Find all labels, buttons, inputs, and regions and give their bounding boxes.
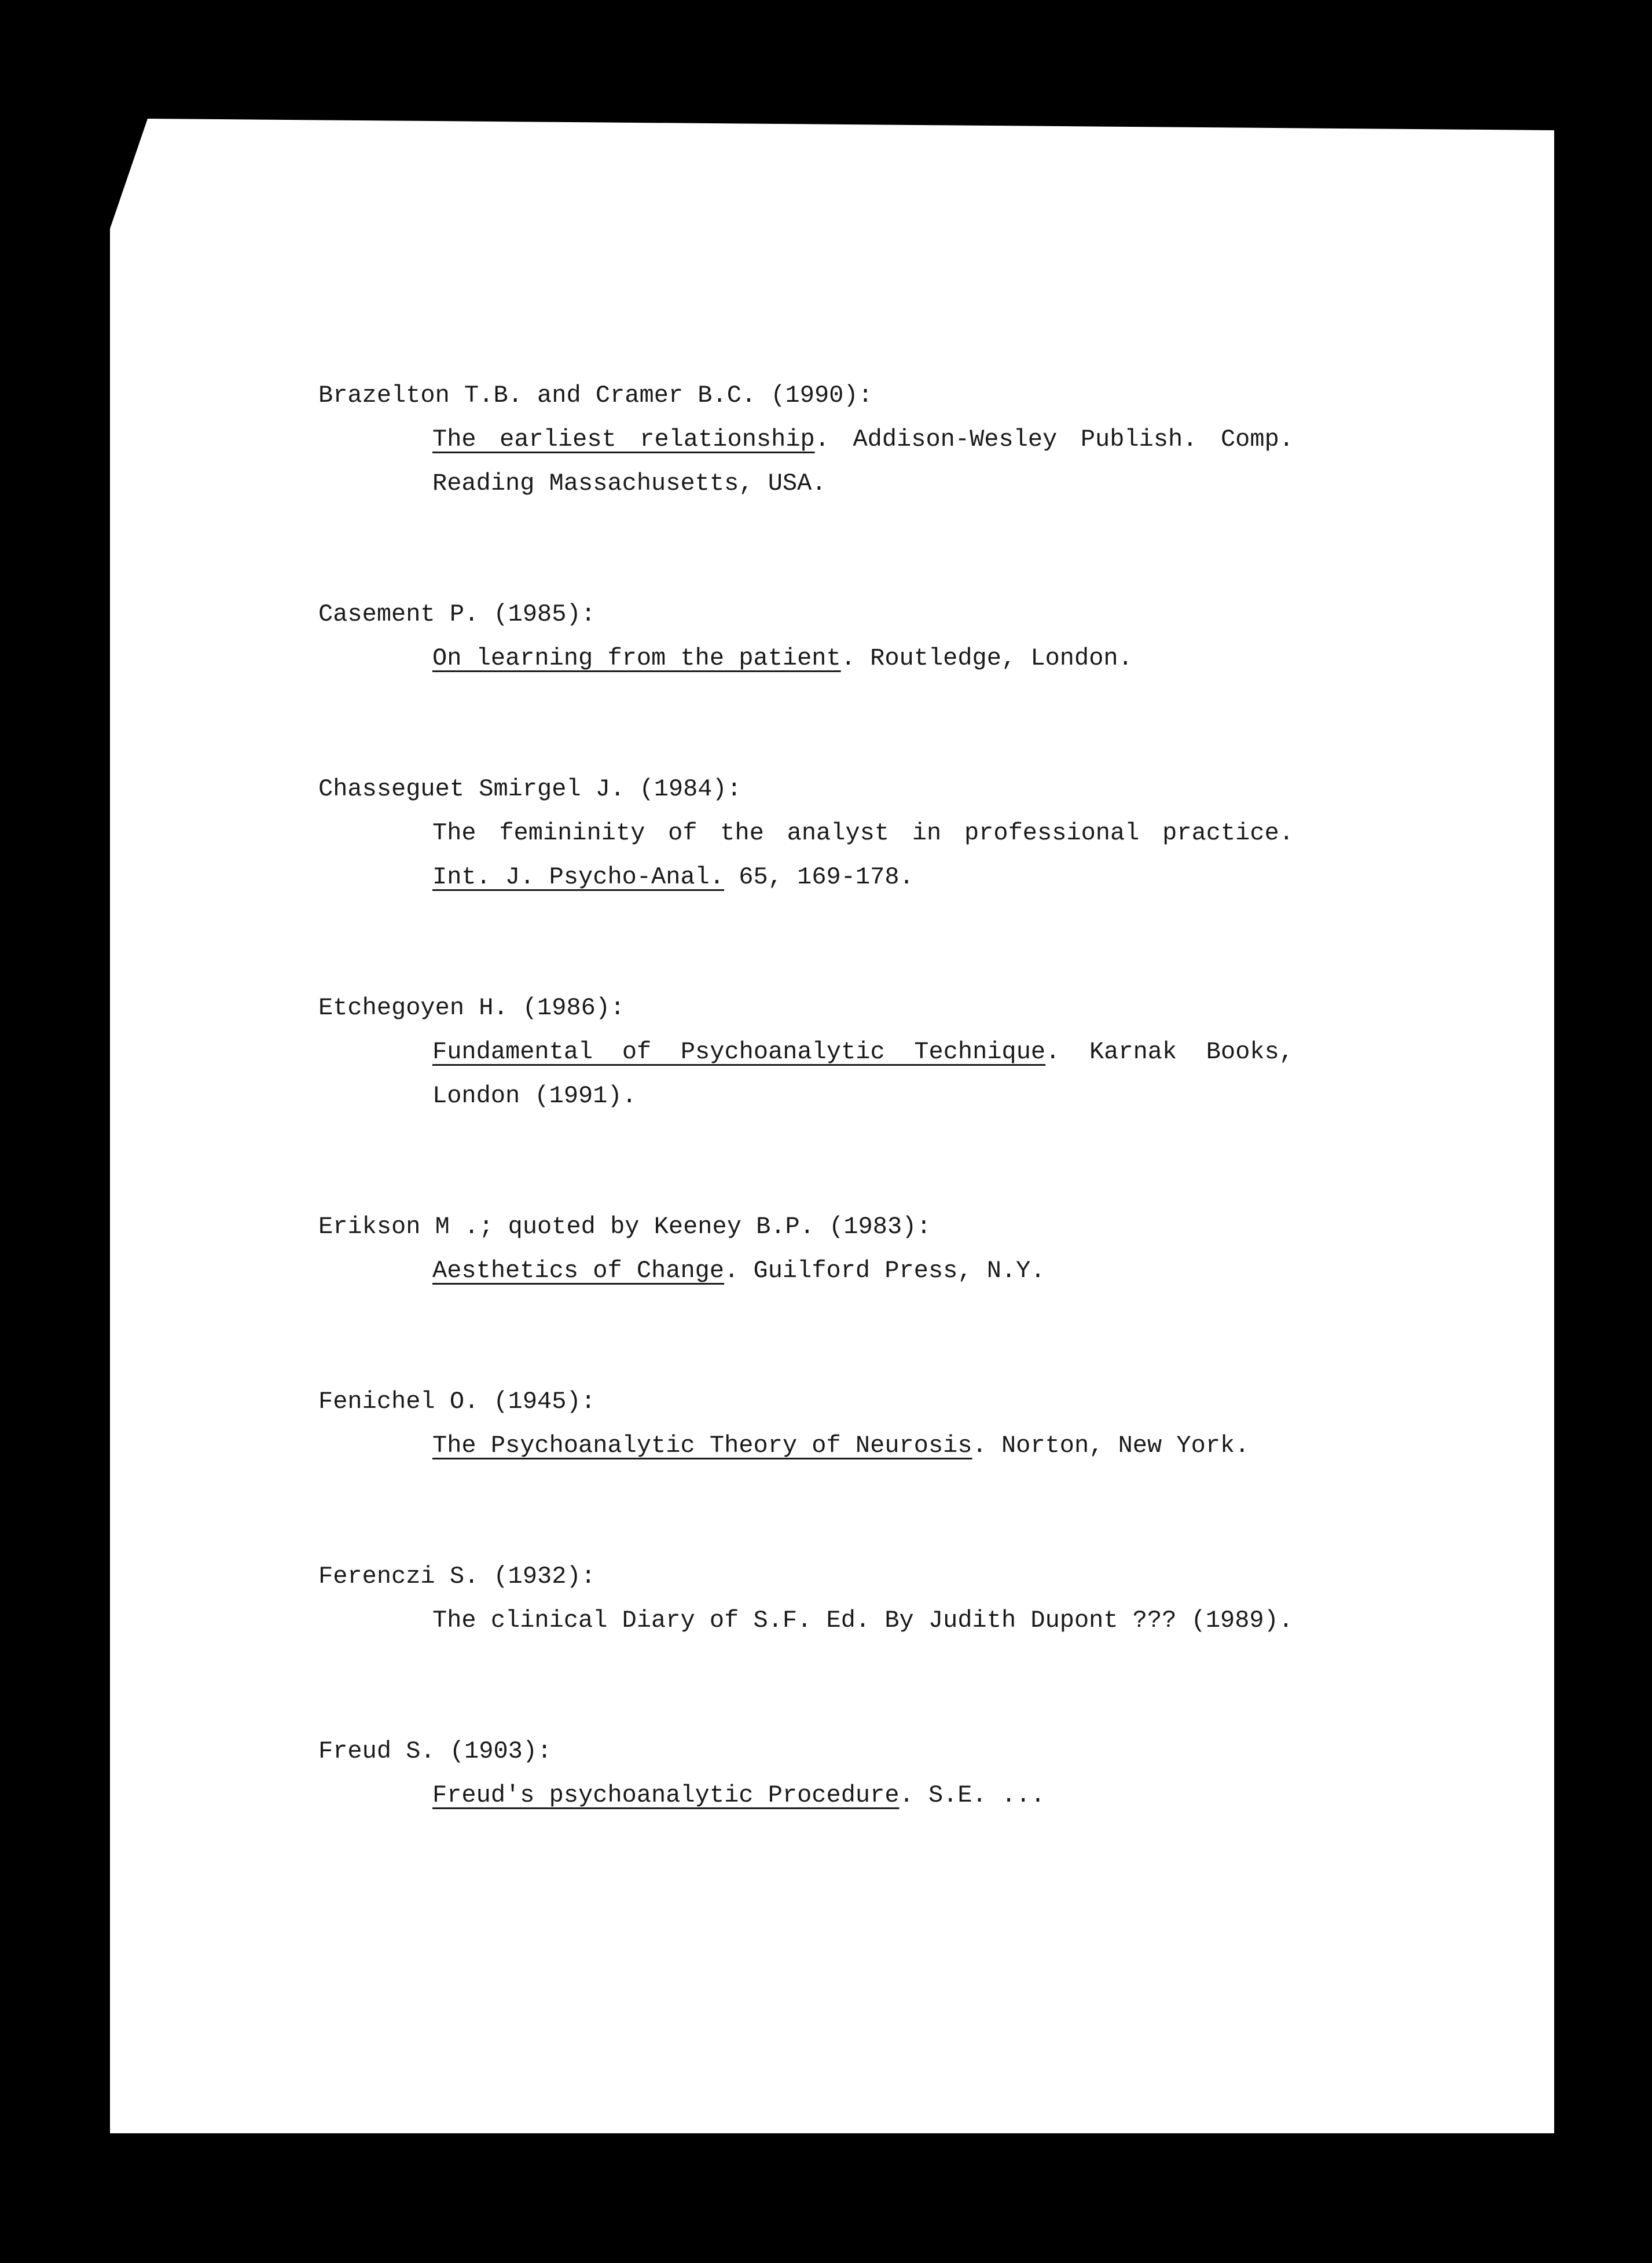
reference-title: The clinical Diary of S.F. Ed. By Judith Dupont ??? (1989). xyxy=(432,1607,1294,1634)
reference-details: . Karnak Books, London (1991). xyxy=(432,1038,1294,1110)
reference-citation xyxy=(318,1030,1294,1118)
reference-entry xyxy=(318,1729,1294,1817)
reference-citation xyxy=(318,1598,1294,1642)
reference-entry xyxy=(318,373,1294,505)
reference-citation xyxy=(318,1773,1294,1817)
reference-entry xyxy=(318,592,1294,680)
reference-entry xyxy=(318,767,1294,899)
reference-details: . Routledge, London. xyxy=(840,644,1133,672)
reference-author-line: Fenichel O. (1945): xyxy=(318,1388,596,1415)
reference-title: The Psychoanalytic Theory of Neurosis xyxy=(432,1432,972,1459)
reference-title: Aesthetics of Change xyxy=(432,1257,725,1285)
reference-citation xyxy=(318,636,1294,680)
reference-details: . S.E. ... xyxy=(899,1781,1045,1809)
reference-citation xyxy=(318,1249,1294,1293)
reference-entry xyxy=(318,1205,1294,1293)
reference-entry xyxy=(318,986,1294,1118)
reference-details: . Addison-Wesley Publish. Comp. Reading Massachusetts, USA. xyxy=(432,426,1294,497)
reference-author-line: Ferenczi S. (1932): xyxy=(318,1563,596,1590)
reference-journal: Int. J. Psycho-Anal. xyxy=(432,863,725,891)
reference-list xyxy=(318,373,1294,1817)
reference-citation xyxy=(318,811,1294,899)
reference-author-line: Etchegoyen H. (1986): xyxy=(318,994,625,1022)
reference-citation xyxy=(318,1424,1294,1468)
reference-details: . Guilford Press, N.Y. xyxy=(724,1257,1045,1285)
reference-author-line: Erikson M .; quoted by Keeney B.P. (1983): xyxy=(318,1213,931,1241)
reference-details: . Norton, New York. xyxy=(972,1432,1250,1459)
reference-entry xyxy=(318,1380,1294,1468)
reference-author-line: Casement P. (1985): xyxy=(318,600,596,628)
reference-entry xyxy=(318,1554,1294,1642)
reference-title: The earliest relationship xyxy=(432,426,815,453)
reference-title: Fundamental of Psychoanalytic Technique xyxy=(432,1038,1046,1066)
reference-author-line: Brazelton T.B. and Cramer B.C. (1990): xyxy=(318,382,873,409)
reference-author-line: Freud S. (1903): xyxy=(318,1737,552,1765)
reference-citation xyxy=(318,417,1294,505)
reference-author-line: Chasseguet Smirgel J. (1984): xyxy=(318,775,741,803)
reference-title: Freud's psychoanalytic Procedure xyxy=(432,1781,900,1809)
reference-details: 65, 169-178. xyxy=(724,863,914,891)
reference-title: The femininity of the analyst in professional practice. xyxy=(432,819,1294,847)
reference-title: On learning from the patient xyxy=(432,644,841,672)
